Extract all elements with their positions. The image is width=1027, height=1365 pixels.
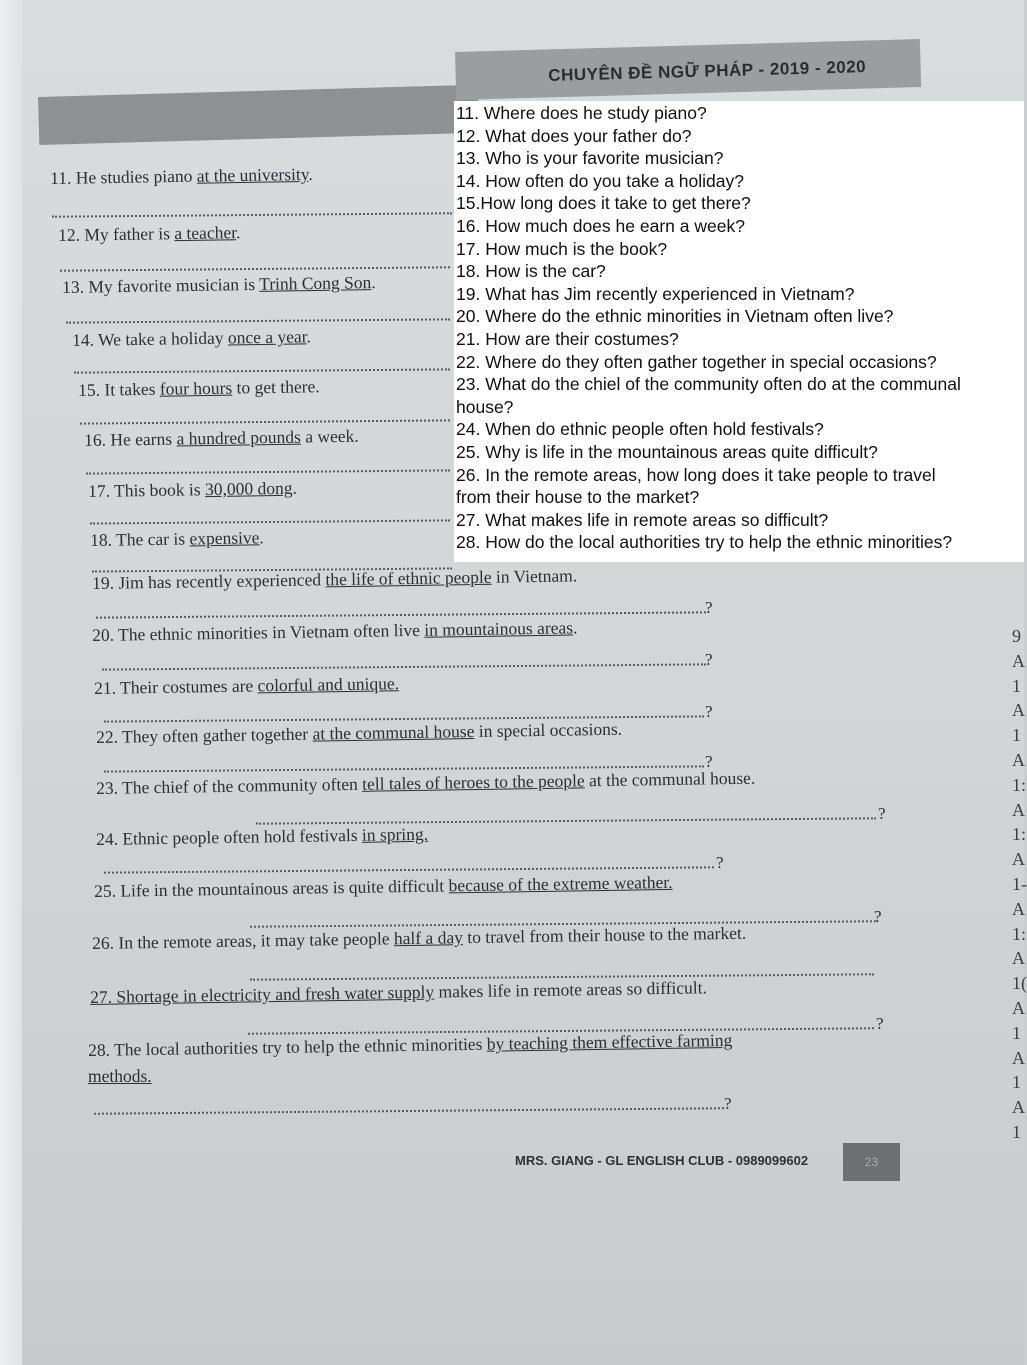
question-28-pre: The local authorities try to help the ethnic minorities	[113, 1033, 487, 1060]
question-16-post: a week.	[300, 425, 359, 447]
answer-line: 25. Why is life in the mountainous areas quite difficult?	[456, 442, 878, 462]
margin-char: A	[1012, 948, 1025, 969]
question-18-num: 18.	[90, 529, 117, 550]
question-26-underlined: half a day	[393, 927, 464, 949]
margin-char: A	[1012, 799, 1025, 820]
margin-char: 1:	[1012, 774, 1027, 795]
question-mark: ?	[724, 1094, 732, 1113]
question-24-underlined: in spring.	[361, 823, 429, 845]
question-18-post: .	[259, 527, 264, 548]
question-22-underlined: at the communal house	[312, 721, 475, 744]
margin-char: A	[1012, 700, 1025, 721]
question-11	[50, 164, 313, 189]
question-22-pre: They often gather together	[121, 723, 313, 747]
question-17-post: .	[292, 477, 298, 498]
answer-line: 17. How much is the book?	[456, 238, 668, 259]
margin-char: A	[1012, 898, 1025, 919]
question-14-num: 14.	[72, 329, 99, 350]
question-12-pre: My father is	[84, 223, 175, 245]
question-28-underlined: by teaching them effective farming	[486, 1029, 733, 1054]
question-20-underlined: in mountainous areas	[424, 617, 574, 640]
question-19-underlined: the life of ethnic people	[325, 566, 492, 590]
question-13-num: 13.	[62, 276, 89, 297]
question-17	[88, 478, 297, 502]
margin-char: A	[1012, 1097, 1025, 1118]
question-mark: ?	[874, 907, 882, 926]
question-19-pre: Jim has recently experienced	[118, 569, 326, 593]
answer-line: 27. What makes life in remote areas so difficult?	[456, 509, 829, 530]
question-12-num: 12.	[58, 224, 85, 245]
question-14-underlined: once a year	[227, 326, 307, 348]
question-15-pre: It takes	[104, 378, 160, 400]
footer-credit: MRS. GIANG - GL ENGLISH CLUB - 0989099602	[515, 1153, 809, 1168]
question-mark: ?	[705, 650, 713, 669]
margin-char: 1	[1012, 1122, 1021, 1142]
page-number: 23	[843, 1143, 900, 1181]
answer-line: house?	[456, 396, 514, 417]
question-22-num: 22.	[96, 726, 123, 747]
margin-char: 1	[1012, 1072, 1021, 1093]
answer-line: 12. What does your father do?	[456, 125, 692, 146]
answer-line: 28. How do the local authorities try to help the ethnic minorities?	[456, 532, 953, 553]
margin-char: 1	[1012, 1022, 1021, 1043]
question-mark: ?	[705, 598, 713, 617]
question-11-num: 11.	[50, 167, 76, 188]
margin-char: 1	[1012, 675, 1021, 696]
question-16-underlined: a hundred pounds	[176, 426, 302, 449]
question-15	[78, 376, 320, 401]
question-mark: ?	[705, 702, 713, 721]
answer-line: from their house to the market?	[456, 487, 700, 508]
question-15-underlined: four hours	[159, 377, 233, 399]
question-23-underlined: tell tales of heroes to the people	[361, 770, 585, 794]
question-20-post: .	[572, 617, 578, 638]
question-15-post: to get there.	[232, 376, 320, 398]
answer-line: 19. What has Jim recently experienced in Vietnam?	[456, 283, 855, 304]
question-12-post: .	[235, 222, 241, 243]
question-18	[90, 527, 264, 551]
question-27-underlined: 27. Shortage in electricity and fresh water supply	[90, 981, 435, 1007]
question-13-post: .	[371, 272, 376, 293]
margin-char: A	[1012, 750, 1025, 770]
question-21-num: 21.	[94, 677, 121, 698]
question-23-post: at the communal house.	[584, 767, 756, 791]
question-26-num: 26.	[92, 932, 119, 953]
answer-line: 18. How is the car?	[456, 261, 606, 282]
question-mark: ?	[878, 804, 886, 823]
answer-line: 15.How long does it take to get there?	[456, 193, 751, 214]
margin-char: A	[1012, 998, 1025, 1018]
question-mark: ?	[705, 752, 713, 771]
margin-char: 9	[1012, 626, 1021, 646]
answer-line: 11. Where does he study piano?	[456, 103, 707, 123]
answer-overlay	[454, 101, 1024, 562]
question-16	[84, 426, 359, 451]
question-25-pre: Life in the mountainous areas is quite difficult	[120, 875, 449, 901]
question-15-num: 15.	[78, 379, 105, 400]
margin-char: 1:	[1012, 824, 1027, 845]
question-28-num: 28.	[88, 1039, 115, 1060]
margin-char: 1:	[1012, 923, 1027, 944]
margin-char: A	[1012, 650, 1025, 671]
question-11-pre: He studies piano	[75, 165, 197, 188]
answer-line: 22. Where do they often gather together in special occasions?	[456, 351, 937, 372]
question-27-post: makes life in remote areas so difficult.	[434, 977, 708, 1002]
page-edge	[0, 0, 22, 1365]
question-mark: ?	[876, 1014, 884, 1033]
margin-char: 1	[1012, 725, 1021, 746]
answer-line: 14. How often do you take a holiday?	[456, 170, 744, 191]
margin-char: A	[1012, 849, 1025, 870]
question-25-num: 25.	[94, 880, 121, 901]
question-14-post: .	[306, 326, 312, 347]
question-17-underlined: 30,000 dong	[204, 477, 293, 500]
answer-line: 20. Where do the ethnic minorities in Vietnam often live?	[456, 306, 894, 327]
question-28-continuation: methods.	[88, 1066, 152, 1086]
question-22-post: in special occasions.	[474, 718, 623, 742]
question-24-pre: Ethnic people often hold festivals	[122, 824, 363, 849]
question-25-underlined: because of the extreme weather.	[448, 871, 673, 896]
question-26-post: to travel from their house to the market.	[462, 922, 747, 948]
question-21-underlined: colorful and unique.	[257, 673, 400, 696]
question-18-pre: The car is	[115, 528, 190, 550]
question-11-underlined: at the university	[196, 163, 309, 186]
margin-char: 1(	[1012, 973, 1027, 994]
question-17-pre: This book is	[113, 479, 206, 501]
question-23-num: 23.	[96, 777, 123, 798]
question-12	[58, 222, 241, 246]
answer-line: 26. In the remote areas, how long does it take people to travel	[456, 464, 936, 485]
question-mark: ?	[716, 853, 724, 872]
question-18-underlined: expensive	[189, 527, 260, 549]
answer-line: 21. How are their costumes?	[456, 329, 679, 349]
answer-line: 24. When do ethnic people often hold festivals?	[456, 419, 824, 440]
question-14	[72, 326, 311, 351]
answer-line: 16. How much does he earn a week?	[456, 216, 745, 236]
question-16-num: 16.	[84, 429, 111, 450]
question-16-pre: He earns	[110, 428, 177, 450]
question-21-pre: Their costumes are	[119, 675, 258, 698]
question-19-post: in Vietnam.	[491, 565, 578, 587]
margin-char: 1-	[1012, 874, 1027, 894]
question-24-num: 24.	[96, 828, 123, 849]
question-13-pre: My favorite musician is	[88, 273, 260, 297]
answer-line: 13. Who is your favorite musician?	[456, 148, 724, 169]
question-13-underlined: Trinh Cong Son	[258, 272, 372, 294]
answer-line: 23. What do the chiel of the community often do at the communal	[456, 374, 961, 395]
question-19-num: 19.	[92, 572, 119, 593]
question-26-pre: In the remote areas, it may take people	[118, 928, 395, 953]
header-title: CHUYÊN ĐỀ NGỮ PHÁP - 2019 - 2020	[548, 57, 867, 85]
question-17-num: 17.	[88, 480, 115, 501]
question-23-pre: The chief of the community often	[121, 773, 363, 798]
question-14-pre: We take a holiday	[97, 327, 229, 350]
question-12-underlined: a teacher	[174, 222, 237, 244]
question-11-post: .	[308, 163, 313, 184]
question-20-pre: The ethnic minorities in Vietnam often live	[117, 619, 425, 645]
margin-char: A	[1012, 1047, 1025, 1068]
question-20-num: 20.	[92, 624, 119, 645]
